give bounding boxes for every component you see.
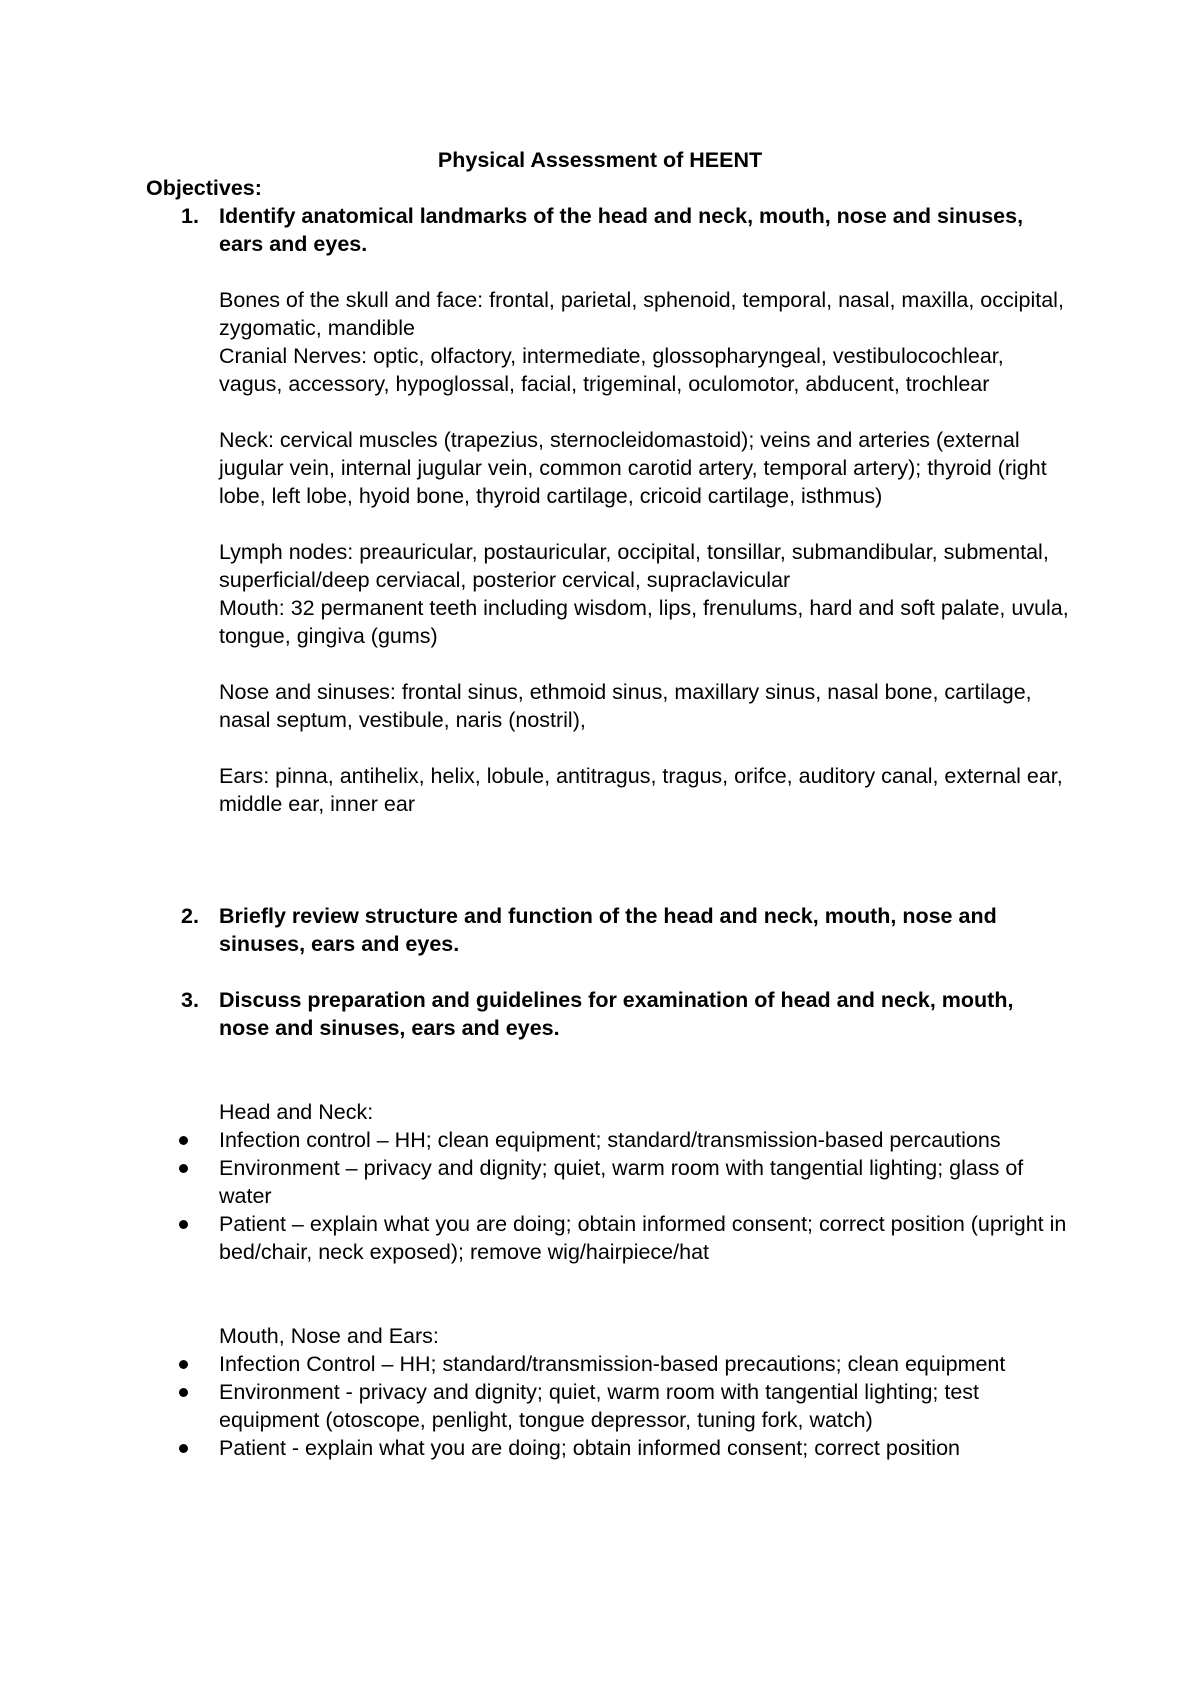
- list-item: [146, 1154, 1069, 1210]
- list-item: [146, 1378, 1069, 1434]
- objective-number: 3.: [181, 988, 199, 1012]
- bullet-icon: [179, 1220, 188, 1229]
- objective-1: [181, 202, 1061, 258]
- objectives-heading: Objectives:: [146, 176, 262, 200]
- objective-text: Identify anatomical landmarks of the head and neck, mouth, nose and sinuses, ears and eyes.: [219, 204, 1024, 256]
- list-item: [146, 1126, 1069, 1154]
- mouth-nose-ears-section: [219, 1322, 1069, 1462]
- ears-paragraph: Ears: pinna, antihelix, helix, lobule, antitragus, tragus, orifce, auditory canal, external ear, middle ear, inner ear: [219, 764, 1063, 816]
- mouth-nose-ears-list: [146, 1350, 1069, 1462]
- bones-paragraph: Bones of the skull and face: frontal, parietal, sphenoid, temporal, nasal, maxilla, occipital, zygomatic, mandible: [219, 288, 1064, 340]
- list-item-text: Infection control – HH; clean equipment; standard/transmission-based percautions: [219, 1128, 1001, 1152]
- nose-sinuses-paragraph: Nose and sinuses: frontal sinus, ethmoid sinus, maxillary sinus, nasal bone, cartilage, nasal septum, vestibule, naris (nostril),: [219, 680, 1032, 732]
- list-item-text: Patient - explain what you are doing; obtain informed consent; correct position: [219, 1436, 960, 1460]
- bullet-icon: [179, 1444, 188, 1453]
- bullet-icon: [179, 1360, 188, 1369]
- mouth-paragraph: Mouth: 32 permanent teeth including wisdom, lips, frenulums, hard and soft palate, uvula, tongue, gingiva (gums): [219, 596, 1069, 648]
- list-item-text: Infection Control – HH; standard/transmission-based precautions; clean equipment: [219, 1352, 1006, 1376]
- list-item-text: Patient – explain what you are doing; obtain informed consent; correct position (upright in bed/chair, neck exposed); remove wig/hairpiece/hat: [219, 1212, 1067, 1264]
- list-item: [146, 1434, 1069, 1462]
- objective-number: 1.: [181, 204, 199, 228]
- landmarks-section: [219, 286, 1069, 818]
- objective-text: Discuss preparation and guidelines for examination of head and neck, mouth, nose and sinuses, ears and eyes.: [219, 988, 1014, 1040]
- neck-paragraph: Neck: cervical muscles (trapezius, sternocleidomastoid); veins and arteries (external jugular vein, internal jugular vein, common carotid artery, temporal artery); thyroid (right lobe, left lobe, hyoid bone, thyroid cartilage, cricoid cartilage, isthmus): [219, 428, 1047, 508]
- page-title: Physical Assessment of HEENT: [437, 148, 763, 172]
- objective-number: 2.: [181, 904, 199, 928]
- list-item: [146, 1350, 1069, 1378]
- list-item-text: Environment – privacy and dignity; quiet, warm room with tangential lighting; glass of water: [219, 1156, 1024, 1208]
- bullet-icon: [179, 1164, 188, 1173]
- bullet-icon: [179, 1136, 188, 1145]
- objective-text: Briefly review structure and function of the head and neck, mouth, nose and sinuses, ears and eyes.: [219, 904, 997, 956]
- cranial-nerves-paragraph: Cranial Nerves: optic, olfactory, intermediate, glossopharyngeal, vestibulocochlear, vagus, accessory, hypoglossal, facial, trigeminal, oculomotor, abducent, trochlear: [219, 344, 1004, 396]
- objective-2: [181, 902, 1061, 958]
- list-item: [146, 1210, 1069, 1266]
- lymph-nodes-paragraph: Lymph nodes: preauricular, postauricular, occipital, tonsillar, submandibular, submental, superficial/deep cerviacal, posterior cervical, supraclavicular: [219, 540, 1049, 592]
- objective-3: [181, 986, 1061, 1042]
- head-neck-heading: Head and Neck:: [219, 1100, 374, 1124]
- list-item-text: Environment - privacy and dignity; quiet, warm room with tangential lighting; test equipment (otoscope, penlight, tongue depressor, tuning fork, watch): [219, 1380, 980, 1432]
- bullet-icon: [179, 1388, 188, 1397]
- mouth-nose-ears-heading: Mouth, Nose and Ears:: [219, 1324, 439, 1348]
- head-neck-section: [219, 1098, 1069, 1266]
- head-neck-list: [146, 1126, 1069, 1266]
